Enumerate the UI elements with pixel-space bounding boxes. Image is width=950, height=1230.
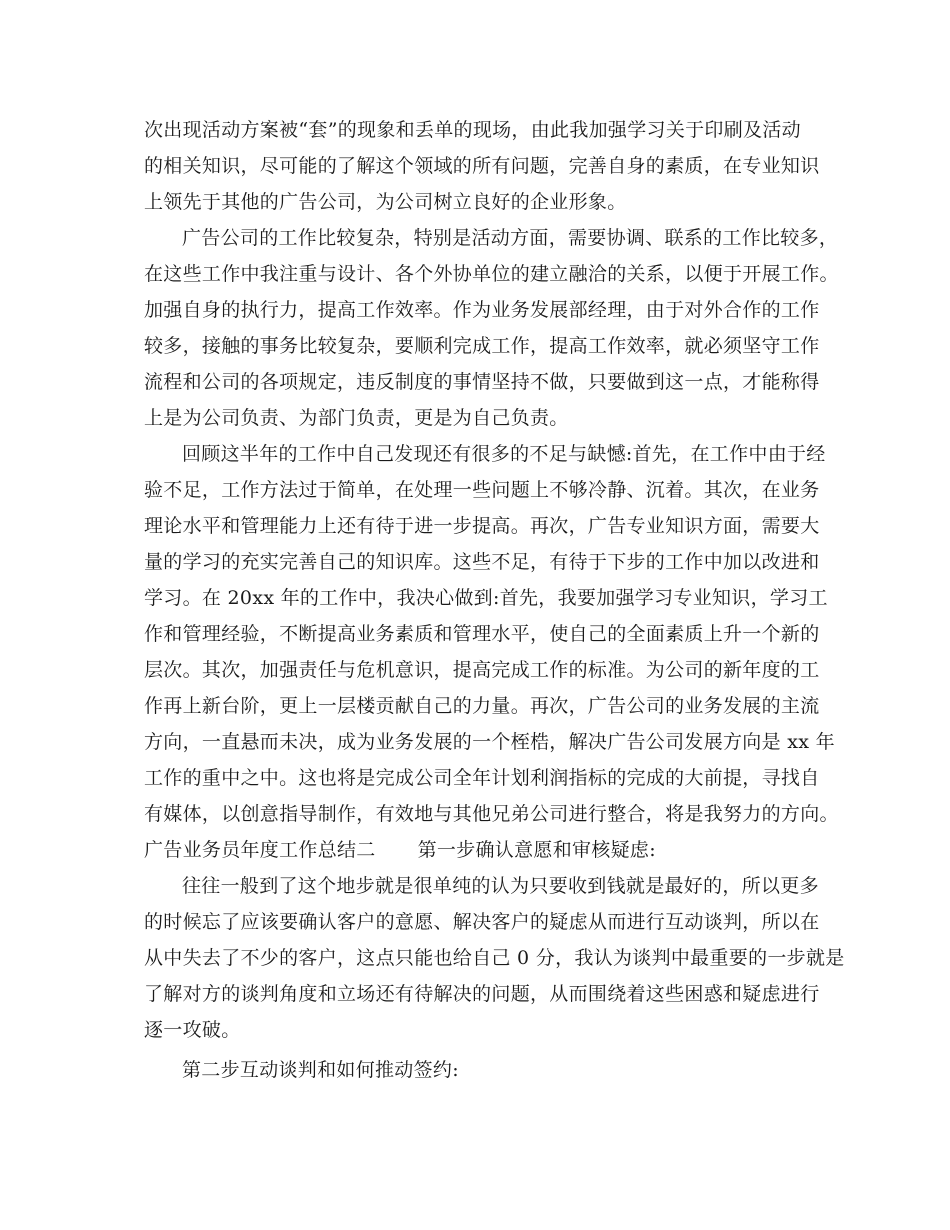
text-line: 流程和公司的各项规定，违反制度的事情坚持不做，只要做到这一点，才能称得 <box>144 371 820 393</box>
paragraph-5 <box>144 1052 812 1088</box>
text-line: 在这些工作中我注重与设计、各个外协单位的建立融洽的关系，以便于开展工作。 <box>144 263 839 285</box>
paragraph-1 <box>144 112 820 220</box>
text-line: 加强自身的执行力，提高工作效率。作为业务发展部经理，由于对外合作的工作 <box>144 299 820 321</box>
text-line: 往往一般到了这个地步就是很单纯的认为只要收到钱就是最好的，所以更多 <box>182 875 819 897</box>
text-line: 较多，接触的事务比较复杂，要顺利完成工作，提高工作效率，就必须坚守工作 <box>144 335 820 357</box>
text-line: 量的学习的充实完善自己的知识库。这些不足，有待于下步的工作中加以改进和 <box>144 551 820 573</box>
text-line: 次出现活动方案被“套”的现象和丢单的现场，由此我加强学习关于印刷及活动 <box>144 119 801 141</box>
text-line: 逐一攻破。 <box>144 1019 241 1041</box>
text-line: 作和管理经验，不断提高业务素质和管理水平，使自己的全面素质上升一个新的 <box>144 623 820 645</box>
text-line: 了解对方的谈判角度和立场还有待解决的问题，从而围绕着这些困惑和疑虑进行 <box>144 983 820 1005</box>
text-line: 作再上新台阶，更上一层楼贡献自己的力量。再次，广告公司的业务发展的主流 <box>144 695 820 717</box>
document-page <box>144 112 845 1088</box>
text-line: 层次。其次，加强责任与危机意识，提高完成工作的标准。为公司的新年度的工 <box>144 659 820 681</box>
section-heading-line <box>144 832 812 868</box>
text-line: 理论水平和管理能力上还有待于进一步提高。再次，广告专业知识方面，需要大 <box>144 515 820 537</box>
text-line: 的相关知识，尽可能的了解这个领域的所有问题，完善自身的素质，在专业知识 <box>144 155 820 177</box>
paragraph-4 <box>144 868 845 1048</box>
text-line: 有媒体，以创意指导制作，有效地与其他兄弟公司进行整合，将是我努力的方向。 <box>144 803 839 825</box>
text-line: 工作的重中之中。这也将是完成公司全年计划利润指标的完成的大前提，寻找自 <box>144 767 820 789</box>
section-title: 广告业务员年度工作总结二 <box>144 839 376 861</box>
paragraph-3 <box>144 436 839 832</box>
text-line: 方向，一直悬而未决，成为业务发展的一个桎梏，解决广告公司发展方向是 xx 年 <box>144 731 835 753</box>
step-one-title: 第一步确认意愿和审核疑虑: <box>417 839 656 861</box>
text-line: 广告公司的工作比较复杂，特别是活动方面，需要协调、联系的工作比较多， <box>182 227 839 249</box>
text-line: 的时候忘了应该要确认客户的意愿、解决客户的疑虑从而进行互动谈判，所以在 <box>144 911 820 933</box>
text-line: 学习。在 20xx 年的工作中，我决心做到:首先，我要加强学习专业知识，学习工 <box>144 587 828 609</box>
text-line: 验不足，工作方法过于简单，在处理一些问题上不够冷静、沉着。其次，在业务 <box>144 479 820 501</box>
step-two-title: 第二步互动谈判和如何推动签约: <box>182 1059 459 1081</box>
text-line: 上是为公司负责、为部门负责，更是为自己负责。 <box>144 407 569 429</box>
paragraph-2 <box>144 220 839 436</box>
text-line: 上领先于其他的广告公司，为公司树立良好的企业形象。 <box>144 191 627 213</box>
text-line: 回顾这半年的工作中自己发现还有很多的不足与缺憾:首先，在工作中由于经 <box>182 443 826 465</box>
text-line: 从中失去了不少的客户，这点只能也给自己 0 分，我认为谈判中最重要的一步就是 <box>144 947 845 969</box>
